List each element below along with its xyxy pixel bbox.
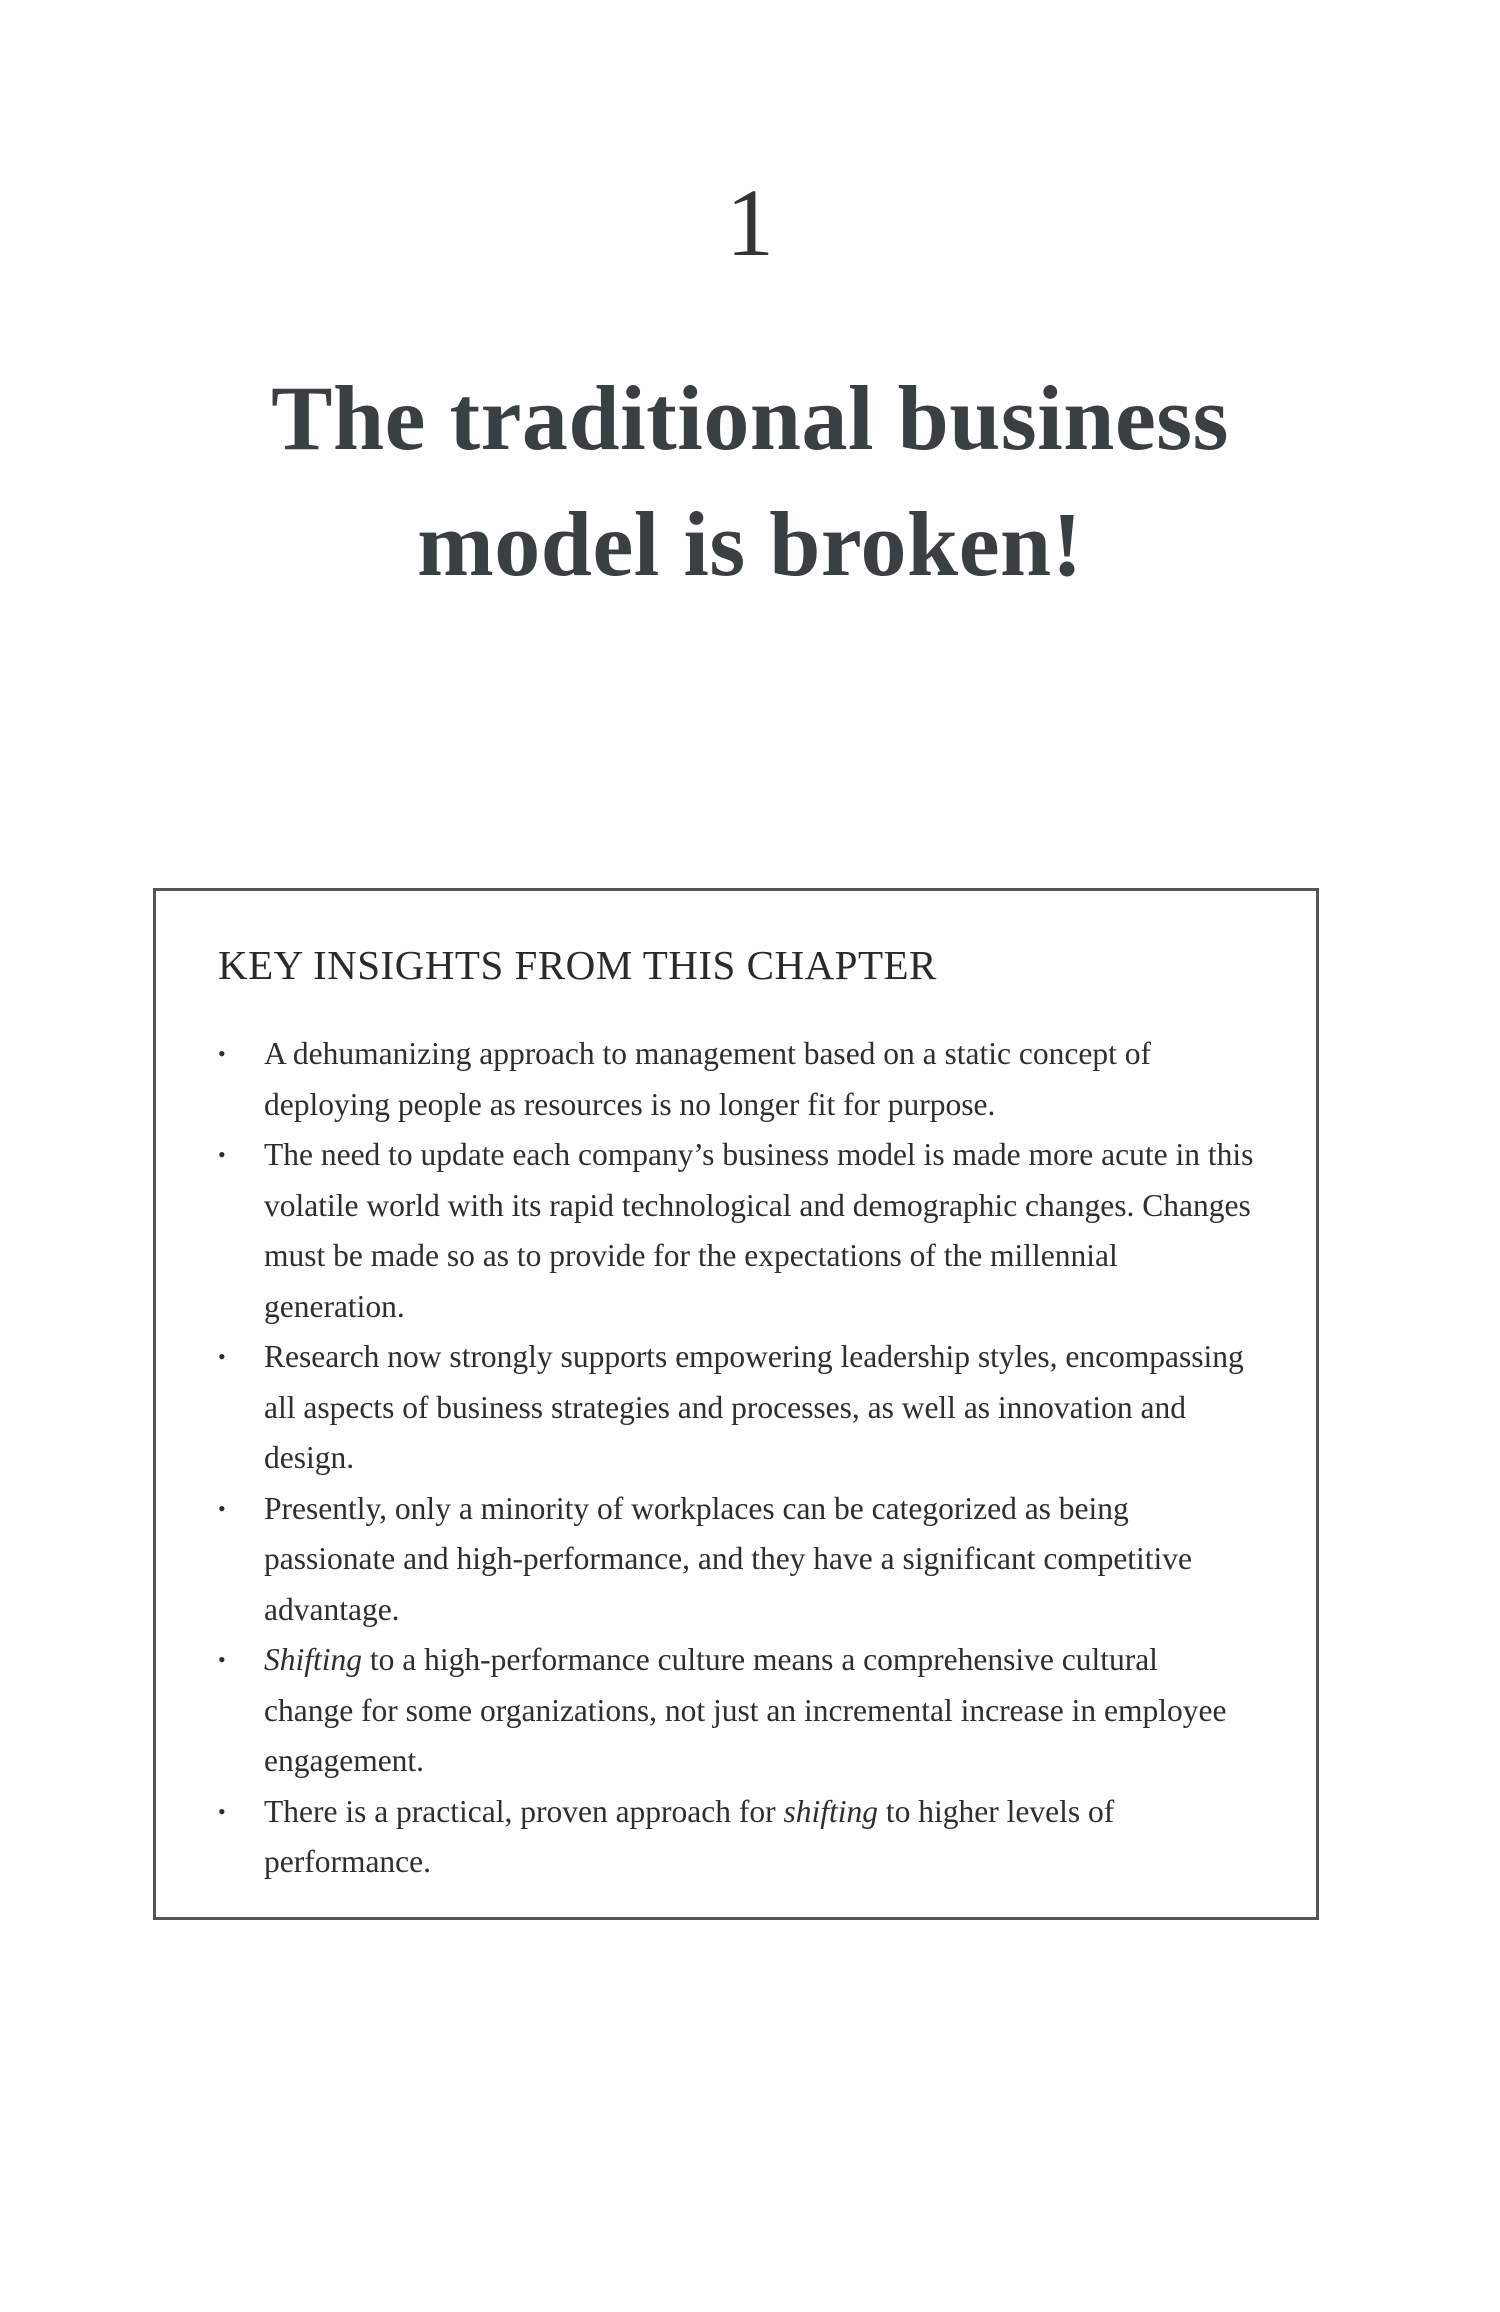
insight-item (218, 1787, 1254, 1888)
key-insights-list (218, 1029, 1254, 1888)
key-insights-box (153, 888, 1319, 1920)
bullet-icon: • (218, 1041, 226, 1066)
key-insights-heading: KEY INSIGHTS FROM THIS CHAPTER (218, 942, 937, 988)
bullet-icon: • (218, 1647, 226, 1672)
bullet-icon: • (218, 1142, 226, 1167)
insight-item (218, 1332, 1254, 1484)
chapter-title: The traditional business model is broken! (271, 367, 1229, 595)
insight-item (218, 1130, 1254, 1332)
insight-text: Research now strongly supports empowering leadership styles, encompassing all aspects of business strategies and processes, as well as innovation and design. (264, 1339, 1244, 1475)
insight-text: Presently, only a minority of workplaces can be categorized as being passionate and high-performance, and they have a significant competitive advantage. (264, 1490, 1193, 1627)
insight-item (218, 1635, 1254, 1787)
insight-item (218, 1029, 1254, 1130)
insight-text: A dehumanizing approach to management based on a static concept of deploying people as resources is no longer fit for purpose. (264, 1036, 1151, 1122)
bullet-icon: • (218, 1344, 226, 1369)
insight-item (218, 1484, 1254, 1636)
insight-italic-term: Shifting (264, 1642, 363, 1677)
chapter-number: 1 (726, 169, 774, 276)
bullet-icon: • (218, 1798, 226, 1824)
insight-text: There is a practical, proven approach for (264, 1793, 784, 1829)
insight-text: to a high-performance culture means a comprehensive cultural change for some organizations, not just an incremental increase in employee engagement. (264, 1642, 1227, 1778)
insight-italic-term: shifting (783, 1793, 879, 1829)
bullet-icon: • (218, 1495, 226, 1521)
insight-text-after: to higher levels of performance. (264, 1793, 1115, 1879)
insight-text: The need to update each company’s business model is made more acute in this volatile world with its rapid technological and demographic changes. Changes must be made so as to provide for the expectations of the millennial generation. (264, 1137, 1254, 1324)
